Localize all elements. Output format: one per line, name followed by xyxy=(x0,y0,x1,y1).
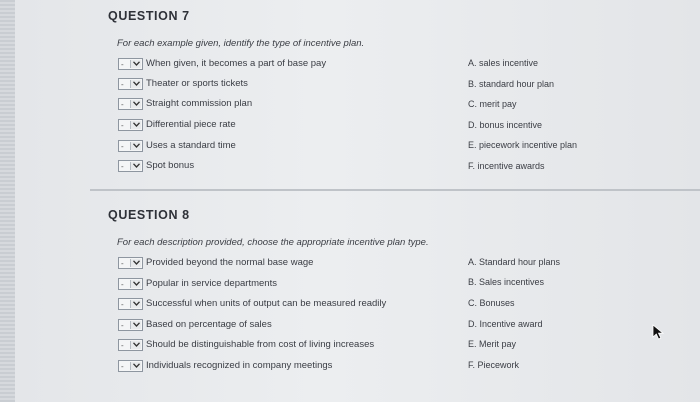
q7-item-label: Uses a standard time xyxy=(146,140,236,151)
q7-match-row xyxy=(118,56,326,71)
q7-match-row xyxy=(118,96,252,111)
q8-option: D. Incentive award xyxy=(468,319,543,329)
q8-match-row xyxy=(118,317,272,332)
q7-option: C. merit pay xyxy=(468,99,517,109)
chevron-down-icon xyxy=(130,362,141,370)
left-edge xyxy=(0,0,15,402)
q7-answer-select[interactable]: - xyxy=(118,140,143,152)
q7-answer-select[interactable]: - xyxy=(118,160,143,172)
question-7-instruction: For each example given, identify the type of incentive plan. xyxy=(117,38,365,49)
q7-item-label: Straight commission plan xyxy=(146,98,253,109)
q7-item-label: Spot bonus xyxy=(146,160,195,171)
chevron-down-icon xyxy=(130,60,141,68)
chevron-down-icon xyxy=(130,259,141,267)
question-8-title: QUESTION 8 xyxy=(108,208,190,222)
q8-option: E. Merit pay xyxy=(468,339,517,349)
chevron-down-icon xyxy=(130,142,141,150)
q8-match-row xyxy=(118,358,332,373)
chevron-down-icon xyxy=(130,300,141,308)
q8-option: F. Piecework xyxy=(468,360,520,370)
q8-match-row xyxy=(118,337,374,352)
q7-match-row xyxy=(118,158,194,173)
q8-answer-select[interactable]: - xyxy=(118,278,143,290)
q8-answer-select[interactable]: - xyxy=(118,339,143,351)
chevron-down-icon xyxy=(130,341,141,349)
q7-option: B. standard hour plan xyxy=(468,79,555,89)
chevron-down-icon xyxy=(130,80,141,88)
q8-item-label: Based on percentage of sales xyxy=(146,319,272,330)
q8-item-label: Should be distinguishable from cost of living increases xyxy=(146,339,375,350)
q8-match-row xyxy=(118,255,313,270)
q8-item-label: Popular in service departments xyxy=(146,278,277,289)
q7-option: A. sales incentive xyxy=(468,58,539,68)
q7-match-row xyxy=(118,138,236,153)
q7-item-label: Differential piece rate xyxy=(146,119,236,130)
mouse-pointer-icon xyxy=(652,324,666,345)
chevron-down-icon xyxy=(130,121,141,129)
q8-option: A. Standard hour plans xyxy=(468,257,561,267)
q7-answer-select[interactable]: - xyxy=(118,119,143,131)
chevron-down-icon xyxy=(130,100,141,108)
q7-match-row xyxy=(118,117,236,132)
section-divider xyxy=(90,189,700,191)
question-8-instruction: For each description provided, choose the appropriate incentive plan type. xyxy=(117,237,429,248)
q7-option: F. incentive awards xyxy=(468,161,545,171)
q7-option: E. piecework incentive plan xyxy=(468,140,578,150)
q8-answer-select[interactable]: - xyxy=(118,257,143,269)
q8-item-label: Successful when units of output can be measured readily xyxy=(146,298,387,309)
chevron-down-icon xyxy=(130,162,141,170)
chevron-down-icon xyxy=(130,280,141,288)
q8-option: C. Bonuses xyxy=(468,298,515,308)
q7-answer-select[interactable]: - xyxy=(118,98,143,110)
q8-option: B. Sales incentives xyxy=(468,277,545,287)
q7-item-label: Theater or sports tickets xyxy=(146,78,248,89)
q8-answer-select[interactable]: - xyxy=(118,298,143,310)
q8-match-row xyxy=(118,296,386,311)
q8-item-label: Provided beyond the normal base wage xyxy=(146,257,314,268)
q8-answer-select[interactable]: - xyxy=(118,319,143,331)
q7-match-row xyxy=(118,76,248,91)
q7-answer-select[interactable]: - xyxy=(118,58,143,70)
chevron-down-icon xyxy=(130,321,141,329)
question-7-title: QUESTION 7 xyxy=(108,9,190,23)
q7-item-label: When given, it becomes a part of base pay xyxy=(146,58,327,69)
q8-match-row xyxy=(118,276,277,291)
q8-item-label: Individuals recognized in company meetings xyxy=(146,360,333,371)
q7-option: D. bonus incentive xyxy=(468,120,543,130)
q7-answer-select[interactable]: - xyxy=(118,78,143,90)
q8-answer-select[interactable]: - xyxy=(118,360,143,372)
